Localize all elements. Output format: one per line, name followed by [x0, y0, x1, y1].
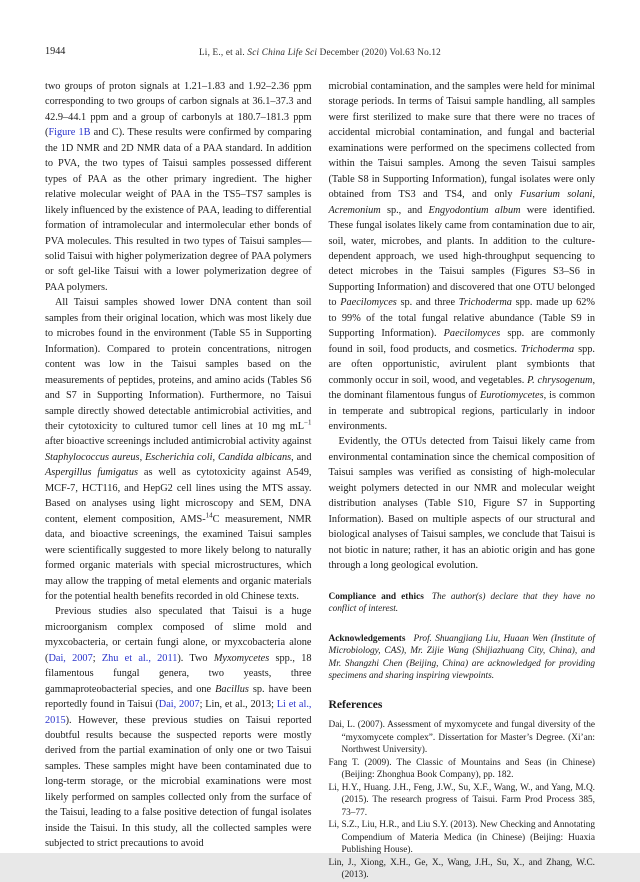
- text-run: −1: [304, 418, 312, 427]
- citation-link[interactable]: Dai, 2007: [48, 652, 93, 664]
- references-heading: References: [328, 698, 383, 712]
- text-run: Myxomycetes: [213, 652, 270, 664]
- text-run: Trichoderma: [520, 343, 575, 355]
- reference-entry: [329, 857, 596, 882]
- right-column: [329, 79, 596, 882]
- running-head: [45, 46, 595, 58]
- text-run: , the dominant filamentous fungus of: [328, 374, 596, 402]
- text-run: Previous studies also speculated that Taisui is a huge microorganism complex composed of slime mold and myxcobacteria, or certain fungi alone, or myxcobacteria alone (: [45, 606, 312, 664]
- text-run: Lin, J., Xiong, X.H., Ge, X., Wang, J.H., Su, X., and Zhang, W.C. (2013).: [328, 857, 595, 881]
- text-run: 14: [205, 511, 213, 520]
- reference-entry: [329, 819, 596, 857]
- citation-link[interactable]: Dai, 2007: [158, 699, 200, 711]
- text-run: Candida albicans: [217, 451, 292, 463]
- body-paragraph: [45, 604, 312, 851]
- statement-note: [329, 633, 596, 683]
- text-run: , is common in temperate and subtropical regions, particularly in indoor environments.: [328, 390, 595, 432]
- text-run: Aspergillus fumigatus: [45, 467, 139, 479]
- text-run: ,: [212, 451, 218, 463]
- text-run: Li, S.Z., Liu, H.R., and Liu S.Y. (2013). New Checking and Annotating Compendium of Materia Medica (in Chinese) (Beijing: Huaxia Publishing House).: [328, 820, 595, 856]
- text-run: microbial contamination, and the samples were held for minimal storage periods. In terms of Taisui sample handling, all samples were first sterilized to make sure that there were no traces of accidental microbial contamination, and fungal and bacterial examinations were performed on the specimens collected from within the Taisui samples. Among the seven Taisui samples (Table S8 in Supporting Information), fungal isolates were only obtained from TS3 and TS4, and only: [328, 81, 595, 201]
- text-run: ). However, these previous studies on Taisui reported doubtful results because the suspected reports were mostly derived from the partial examination of only one or two Taisui samples. These samples might have been contaminated due to long-term storage, or the microbial examinations were most likely performed on samples collected only from the surface of the Taisui, leading to a false positive detection of fungal isolates inside the Taisui. In this study, all the collected samples were subjected to strict precautions to avoid: [45, 714, 312, 850]
- text-run: Bacillus: [215, 683, 249, 695]
- text-run: C measurement, NMR data, and bioactive screenings, the examined Taisui samples were scientifically suggested to more likely belong to naturally formed organic materials with special microstructures, which may allow the trapping of metal elements and organic materials for the potential health benefits recorded in old Chinese texts.: [45, 513, 312, 602]
- text-run: after bioactive screenings included antimicrobial activity against: [45, 436, 312, 448]
- citation-link[interactable]: Zhu et al., 2011: [101, 652, 178, 664]
- left-column: [45, 79, 312, 882]
- text-run: spp., 18 filamentous fungal genera, two yeasts, three gammaproteobacterial species, and one: [45, 652, 312, 695]
- text-run: Dai, L. (2007). Assessment of myxomycete and fungal diversity of the “myxomycete complex”. Dissertation for Master’s Degree. (Xi’an: Northwest University).: [328, 720, 595, 756]
- text-run: Staphylococcus aureus: [45, 451, 140, 463]
- text-run: Evidently, the OTUs detected from Taisui likely came from environmental contamination since the chemical composition of Taisui samples was verified as consisting of high-molecular weight polymers detected in our NMR and molecular weight distribution analyses (Table S10, Figure S7 in Supporting Information). Based on multiple aspects of our structural and biological analyses of Taisui samples, we conclude that Taisui is not biotic in nature; rather, it has an abiotic origin and has gone through a long geological evolution.: [328, 436, 595, 572]
- body-paragraph: [45, 295, 312, 604]
- text-run: spp. are often opportunistic, avirulent plant symbionts that commonly occur in soil, wood, and vegetables.: [328, 343, 595, 386]
- reference-entry: [329, 719, 596, 757]
- text-run: and C). These results were confirmed by comparing the 1D NMR and 2D NMR data of a PAA standard. In addition to PVA, the two types of Taisui samples possessed different types of PAA as the other primary ingredient. The higher relative molecular weight of PAA in the TS5–TS7 samples is likely influenced by the existence of PAA, leading to differential formation of intramolecular and intermolecular ether bonds of PVA molecules. This resulted in two types of Taisui samples—solid Taisui with higher polymerization degree of PAA polymers or soft gel-like Taisui with a lower polymerization degree of PAA polymers.: [45, 127, 312, 293]
- text-run: Li, H.Y., Huang. J.H., Feng, J.W., Su, X.F., Wang, W., and Yang, M.Q. (2015). The research progress of Taisui. Farm Prod Process 385, 73–77.: [328, 782, 595, 818]
- reference-entry: [329, 757, 596, 782]
- text-run: Acknowledgements: [328, 633, 406, 644]
- text-run: ; Lin, et al., 2013;: [199, 699, 277, 711]
- statement-note: [329, 591, 596, 616]
- body-paragraph: [329, 434, 596, 573]
- two-column-body: [45, 79, 595, 882]
- page-number: 1944: [45, 46, 66, 57]
- text-run: The author(s) declare that they have no conflict of interest.: [328, 591, 595, 615]
- reference-entry: [329, 782, 596, 820]
- text-run: Paecilomyces: [340, 297, 397, 309]
- text-run: Fang T. (2009). The Classic of Mountains and Seas (in Chinese) (Beijing: Zhonghua Book Company), pp. 182.: [328, 757, 595, 781]
- text-run: Prof. Shuangjiang Liu, Huaan Wen (Institute of Microbiology, CAS), Mr. Zijie Wang (Shijiazhuang City, China), and Mr. Shangzhi Chen (Beijing, China) are acknowledged for providing specimens and sharing inspiring viewpoints.: [328, 633, 595, 682]
- text-run: spp. made up 62% to 99% of the total fungal relative abundance (Table S9 in Supporting Information).: [328, 297, 595, 340]
- text-run: Fusarium solani: [519, 189, 593, 201]
- text-run: ). Two: [177, 652, 214, 664]
- text-run: Escherichia coli: [145, 451, 213, 463]
- text-run: ,: [139, 451, 145, 463]
- text-run: , and: [291, 451, 312, 463]
- text-run: ,: [592, 189, 595, 201]
- text-run: P. chrysogenum: [527, 374, 593, 386]
- text-run: sp. have been reportedly found in Taisui (: [45, 683, 312, 711]
- text-run: sp. and three: [396, 297, 459, 309]
- text-run: Li, E., et al.: [199, 47, 248, 57]
- text-run: spp. are commonly found in soil, food products, and cosmetics.: [328, 328, 596, 355]
- text-run: two groups of proton signals at 1.21–1.83 and 1.92–2.36 ppm corresponding to two groups of carbon signals at 36.1–37.3 and 42.9–44.1 ppm and a group of carbonyls at 180.7–181.3 ppm (: [45, 81, 312, 139]
- text-run: All Taisui samples showed lower DNA content than soil samples from their original location, which was most likely due to microbes found in the environment (Table S5 in Supporting Information). Compared to protein concentrations, nitrogen content was low in the Taisui samples based on the measurements of peptides, proteins, and amino acids (Tables S6 and S7 in Supporting Information). Furthermore, no Taisui sample directly showed detectable antimicrobial activities, and their cytotoxicity to cultured tumor cell lines at 10 mg mL: [45, 297, 312, 432]
- text-run: as well as cytotoxicity against A549, MCF-7, HCT116, and HepG2 cell lines using the MTS assay. Based on analyses using light microscopy and SEM, DNA content, element composition, AMS-: [45, 467, 312, 525]
- text-run: ;: [92, 652, 102, 664]
- text-run: December (2020) Vol.63 No.12: [317, 47, 441, 57]
- text-run: Sci China Life Sci: [247, 47, 318, 57]
- text-run: sp., and: [380, 204, 429, 216]
- body-paragraph: [45, 79, 312, 295]
- citation-link[interactable]: Figure 1B: [48, 127, 91, 139]
- text-run: Engyodontium album: [428, 204, 521, 216]
- text-run: Compliance and ethics: [328, 591, 424, 602]
- text-run: were identified. These fungal isolates likely came from contamination due to air, soil, water, microbes, and plants. In addition to the culture-dependent approach, we used high-throughput sequencing to detect microbes in the Taisui samples (Figures S3–S6 in Supporting Information) and discovered that one OTU belonged to: [328, 204, 595, 309]
- text-run: Trichoderma: [458, 297, 512, 309]
- page-header: [45, 46, 595, 60]
- citation-link[interactable]: Li et al., 2015: [45, 699, 312, 726]
- text-run: Eurotiomycetes: [479, 390, 544, 402]
- body-paragraph: [329, 79, 596, 434]
- text-run: Acremonium: [328, 204, 381, 216]
- text-run: Paecilomyces: [443, 328, 501, 340]
